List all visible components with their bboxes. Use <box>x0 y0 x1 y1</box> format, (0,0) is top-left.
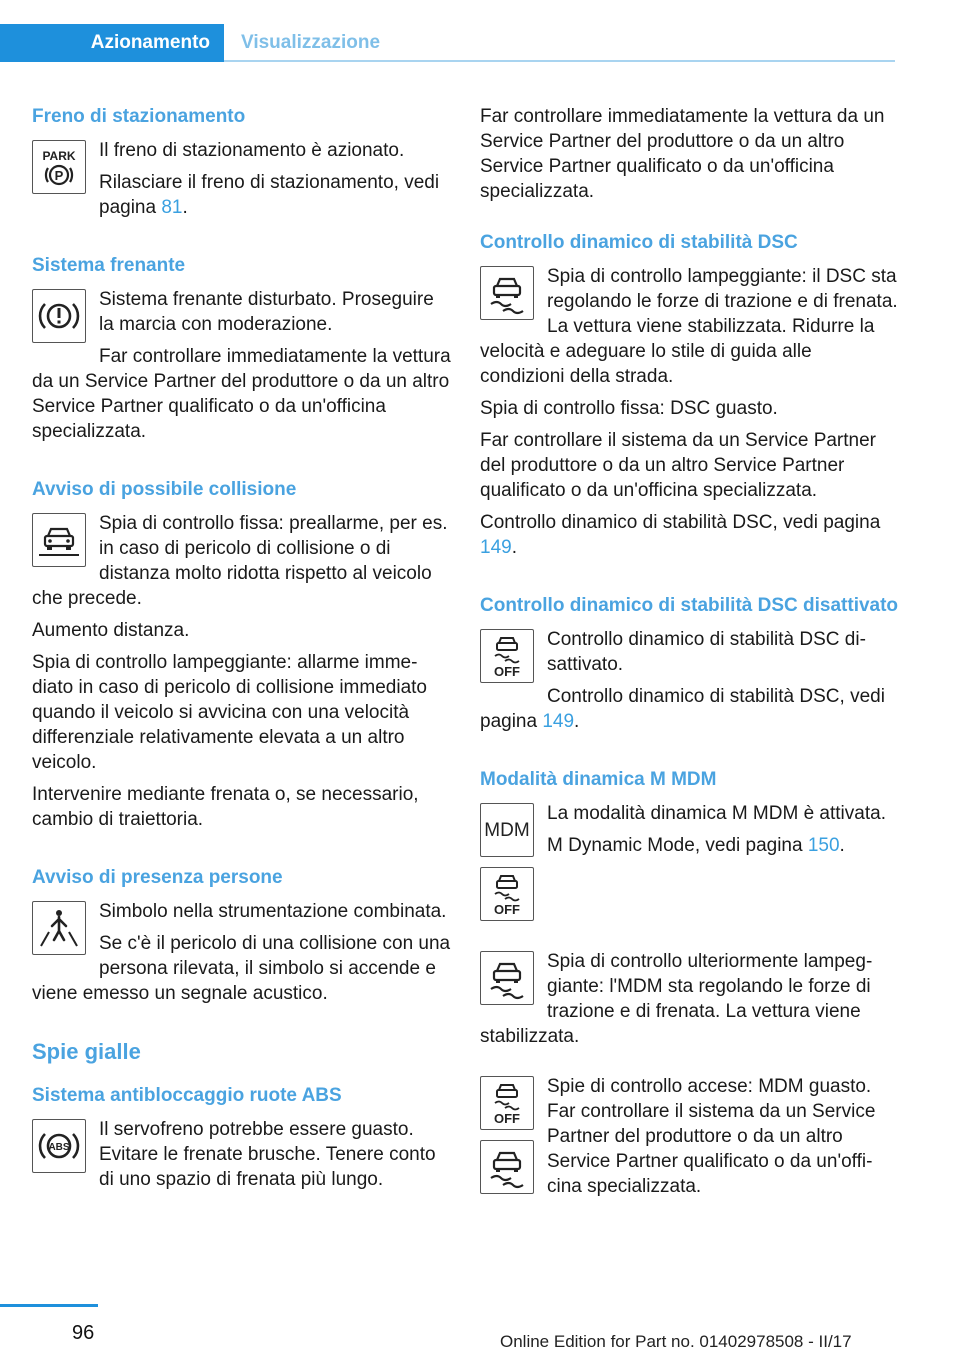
car-front-icon <box>32 513 86 567</box>
section-title: Controllo dinamico di stabilità DSC disattivato <box>480 595 899 616</box>
dsc-off-icon <box>480 1076 534 1130</box>
mdm-text-2 <box>480 833 900 858</box>
svg-text:OFF: OFF <box>494 1111 520 1126</box>
page-link-81[interactable]: 81 <box>161 197 183 218</box>
header-divider <box>224 60 895 62</box>
section-mdm-fault <box>480 1074 900 1206</box>
mdm-text-2-post: . <box>839 835 845 856</box>
mdm-text-4: Spie di controllo accese: MDM guasto. Far controllare il sistema da un Service Partner del produttore o da un altro Service Partner qualificato o da un'officina specializzata. <box>547 1076 876 1197</box>
tab-visualizzazione[interactable]: Visualizzazione <box>241 32 381 53</box>
dsc-icon <box>480 1140 534 1194</box>
dsc-off-text-2-pre: Controllo dinamico di stabilità DSC, vedi pagina <box>480 686 885 732</box>
section-intro <box>480 104 900 204</box>
page-link-150[interactable]: 150 <box>807 835 840 856</box>
collision-text-1: Spia di controllo fissa: preallarme, per es. in caso di pericolo di collisione o di distanza molto ridotta rispetto al veicolo che precede. <box>32 513 448 609</box>
park-text-2 <box>32 170 452 220</box>
pedestrian-icon <box>32 901 86 955</box>
mdm-icon-text: MDM <box>484 819 530 841</box>
section-title: Modalità dinamica M MDM <box>480 769 717 790</box>
svg-text:P: P <box>54 168 64 183</box>
pedestrian-text-1: Simbolo nella strumentazione combinata. <box>99 901 447 922</box>
dsc-text-4-pre: Controllo dinamico di stabilità DSC, vedi pagina <box>480 512 881 533</box>
dsc-icon <box>480 266 534 320</box>
dsc-text-4 <box>480 510 900 560</box>
page-header <box>0 24 895 62</box>
dsc-off-text-2-post: . <box>574 711 580 732</box>
section-title: Freno di stazionamento <box>32 106 246 127</box>
dsc-text-4-post: . <box>511 537 517 558</box>
right-column <box>480 104 900 1232</box>
collision-text-4: Intervenire mediante frenata o, se necessario, cambio di traiettoria. <box>32 784 419 830</box>
section-mdm <box>480 767 900 931</box>
section-title: Avviso di possibile collisione <box>32 479 297 500</box>
abs-icon <box>32 1119 86 1173</box>
section-title: Avviso di presenza persone <box>32 867 283 888</box>
abs-text-1: Il servofreno potrebbe essere guasto. Evitare le frenate brusche. Tenere conto di uno spazio di frenata più lungo. <box>99 1119 436 1190</box>
mdm-text-3: Spia di controllo ulteriormente lampeggiante: l'MDM sta regolando le forze di trazione e di frenata. La vettura viene stabilizzata. <box>480 951 873 1047</box>
abs-icon-text: ABS <box>48 1142 70 1153</box>
mdm-text-1: La modalità dinamica M MDM è attivata. <box>547 803 886 824</box>
dsc-text-3: Far controllare il sistema da un Service Partner del produttore o da un altro Service Partner qualificato o da un'officina specializzata. <box>480 430 876 501</box>
svg-text:OFF: OFF <box>494 902 520 917</box>
section-park-brake <box>32 104 452 227</box>
brake-text-2: Far controllare immediatamente la vettura da un Service Partner del produttore o da un altro Service Partner qualificato o da un'officina specializzata. <box>32 346 451 442</box>
dsc-text-2: Spia di controllo fissa: DSC guasto. <box>480 398 778 419</box>
page-link-149-b[interactable]: 149 <box>542 711 575 732</box>
heading-yellow-lights: Spie gialle <box>32 1039 141 1064</box>
section-title: Controllo dinamico di stabilità DSC <box>480 232 798 253</box>
mdm-icon <box>480 803 534 857</box>
section-title: Sistema antibloccaggio ruote ABS <box>32 1085 342 1106</box>
dsc-icon <box>480 951 534 1005</box>
mdm-icon-column <box>480 801 534 931</box>
section-abs <box>32 1083 452 1199</box>
section-brake-system <box>32 253 452 451</box>
intro-text: Far controllare immediatamente la vettura da un Service Partner del produttore o da un altro Service Partner qualificato o da un'officina specializzata. <box>480 106 885 202</box>
pedestrian-text-2: Se c'è il pericolo di una collisione con una persona rilevata, il simbolo si accende e viene emesso un segnale acustico. <box>32 933 451 1004</box>
edition-text: Online Edition for Part no. 01402978508 - II/17 <box>500 1332 852 1351</box>
left-column <box>32 104 452 1225</box>
park-icon-text: PARK <box>42 149 76 163</box>
tab-azionamento[interactable]: Azionamento <box>0 24 224 62</box>
dsc-text-1: Spia di controllo lampeggiante: il DSC sta regolando le forze di trazione e di frenata. La vettura viene stabilizzata. Ridurre la velocità e adeguare lo stile di guida alle condizioni della strada. <box>480 266 898 387</box>
brake-warning-icon <box>32 289 86 343</box>
dsc-off-icon <box>480 629 534 683</box>
mdm-fault-icon-column <box>480 1074 534 1204</box>
section-dsc <box>480 230 900 567</box>
park-text-1: Il freno di stazionamento è azionato. <box>99 140 405 161</box>
section-title: Sistema frenante <box>32 255 186 276</box>
dsc-off-icon <box>480 867 534 921</box>
dsc-off-text-2 <box>480 684 900 734</box>
mdm-text-2-pre: M Dynamic Mode, vedi pagina <box>547 835 808 856</box>
page-link-149[interactable]: 149 <box>480 537 512 558</box>
park-text-2-post: . <box>182 197 188 218</box>
page-number: 96 <box>72 1322 95 1344</box>
brake-text-1: Sistema frenante disturbato. Proseguire la marcia con moderazione. <box>99 289 434 335</box>
collision-text-2: Aumento distanza. <box>32 620 190 641</box>
section-dsc-off <box>480 593 900 741</box>
section-mdm-flashing <box>480 949 900 1056</box>
section-collision-warning <box>32 477 452 839</box>
park-brake-icon <box>32 140 86 194</box>
footer-divider <box>0 1304 98 1307</box>
dsc-off-icon-text: OFF <box>494 664 520 679</box>
section-pedestrian-warning <box>32 865 452 1013</box>
dsc-off-text-1: Controllo dinamico di stabilità DSC disattivato. <box>547 629 866 675</box>
park-text-2-pre: Rilasciare il freno di stazionamento, vedi pagina <box>99 172 440 218</box>
collision-text-3: Spia di controllo lampeggiante: allarme immediato in caso di pericolo di collisione immediato quando il veicolo si avvicina con una velocità differenziale relativamente elevata a un altro veicolo. <box>32 652 427 773</box>
